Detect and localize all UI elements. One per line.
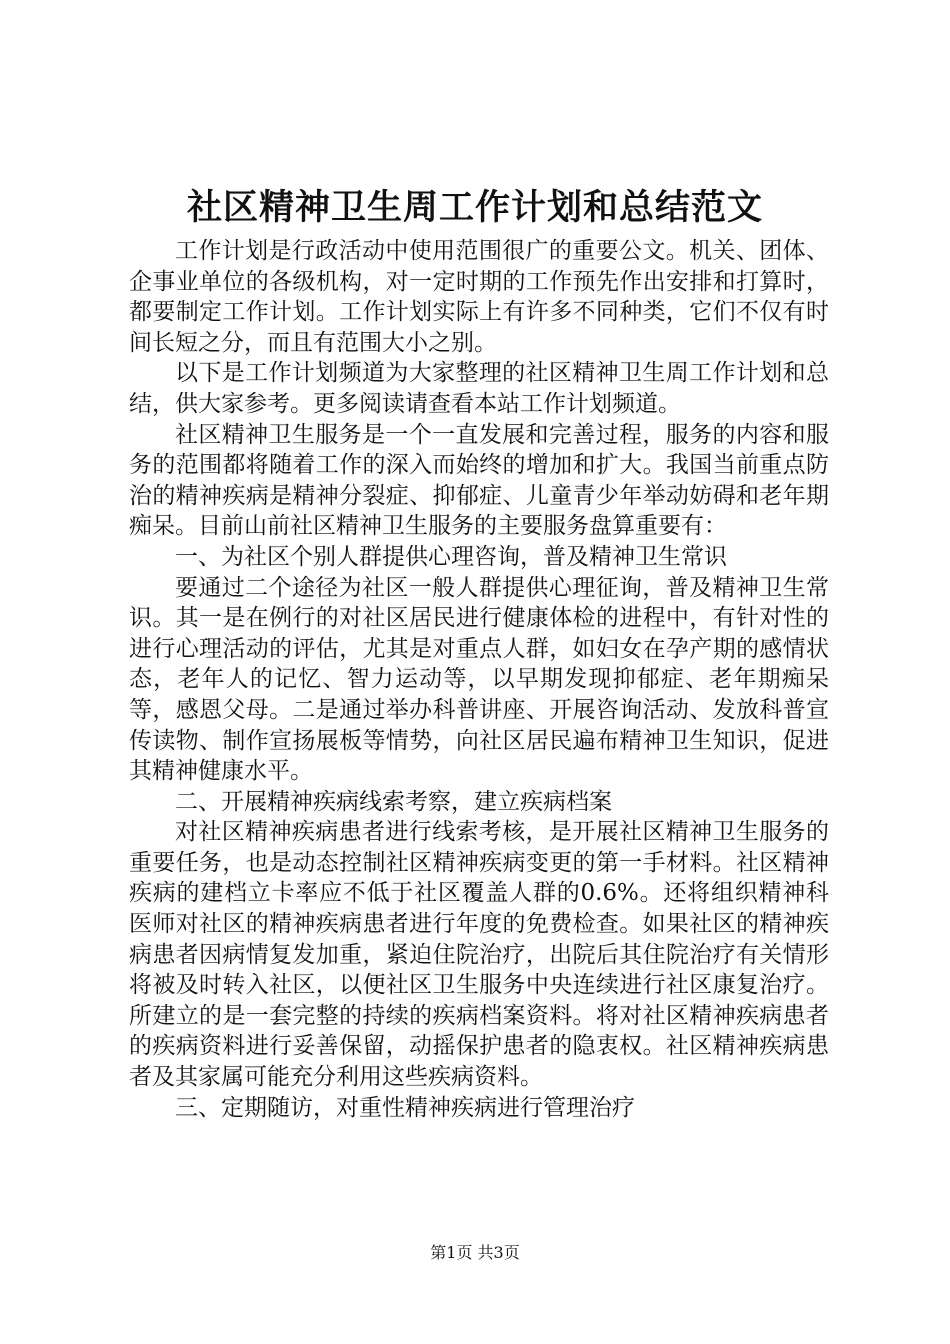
document-title: 社区精神卫生周工作计划和总结范文 (186, 187, 763, 228)
paragraph-section-2: 对社区精神疾病患者进行线索考核，是开展社区精神卫生服务的重要任务，也是动态控制社区精神疾病变更的第一手材料。社区精神疾病的建档立卡率应不低于社区覆盖人群的0.6%。还将组织精神科医师对社区的精神疾病患者进行年度的免费检查。如果社区的精神疾病患者因病情复发加重，紧迫住院治疗，出院后其住院治疗有关情形将被及时转入社区，以便社区卫生服务中央连续进行社区康复治疗。所建立的是一套完整的持续的疾病档案资料。将对社区精神疾病患者的疾病资料进行妥善保留，动摇保护患者的隐衷权。社区精神疾病患者及其家属可能充分利用这些疾病资料。 (129, 819, 829, 1091)
section-heading-1: 一、为社区个别人群提供心理咨询，普及精神卫生常识 (175, 543, 727, 570)
section-heading-3: 三、定期随访，对重性精神疾病进行管理治疗 (175, 1094, 635, 1121)
page-number-footer: 第1页 共3页 (430, 1243, 520, 1262)
paragraph-section-1: 要通过二个途径为社区一般人群提供心理征询，普及精神卫生常识。其一是在例行的对社区居民进行健康体检的进程中，有针对性的进行心理活动的评估，尤其是对重点人群，如妇女在孕产期的感情状态，老年人的记忆、智力运动等，以早期发现抑郁症、老年期痴呆等，感恩父母。二是通过举办科普讲座、开展咨询活动、发放科普宣传读物、制作宣扬展板等情势，向社区居民遍布精神卫生知识，促进其精神健康水平。 (129, 574, 829, 785)
paragraph-source-note: 以下是工作计划频道为大家整理的社区精神卫生周工作计划和总结，供大家参考。更多阅读请查看本站工作计划频道。 (129, 360, 829, 417)
document-body (129, 236, 829, 1123)
paragraph-intro: 工作计划是行政活动中使用范围很广的重要公文。机关、团体、企事业单位的各级机构，对一定时期的工作预先作出安排和打算时，都要制定工作计划。工作计划实际上有许多不同种类，它们不仅有时间长短之分，而且有范围大小之别。 (129, 238, 829, 356)
section-heading-2: 二、开展精神疾病线索考察，建立疾病档案 (175, 788, 612, 815)
paragraph-overview: 社区精神卫生服务是一个一直发展和完善过程，服务的内容和服务的范围都将随着工作的深入而始终的增加和扩大。我国当前重点防治的精神疾病是精神分裂症、抑郁症、儿童青少年举动妨碍和老年期痴呆。目前山前社区精神卫生服务的主要服务盘算重要有： (129, 421, 829, 540)
